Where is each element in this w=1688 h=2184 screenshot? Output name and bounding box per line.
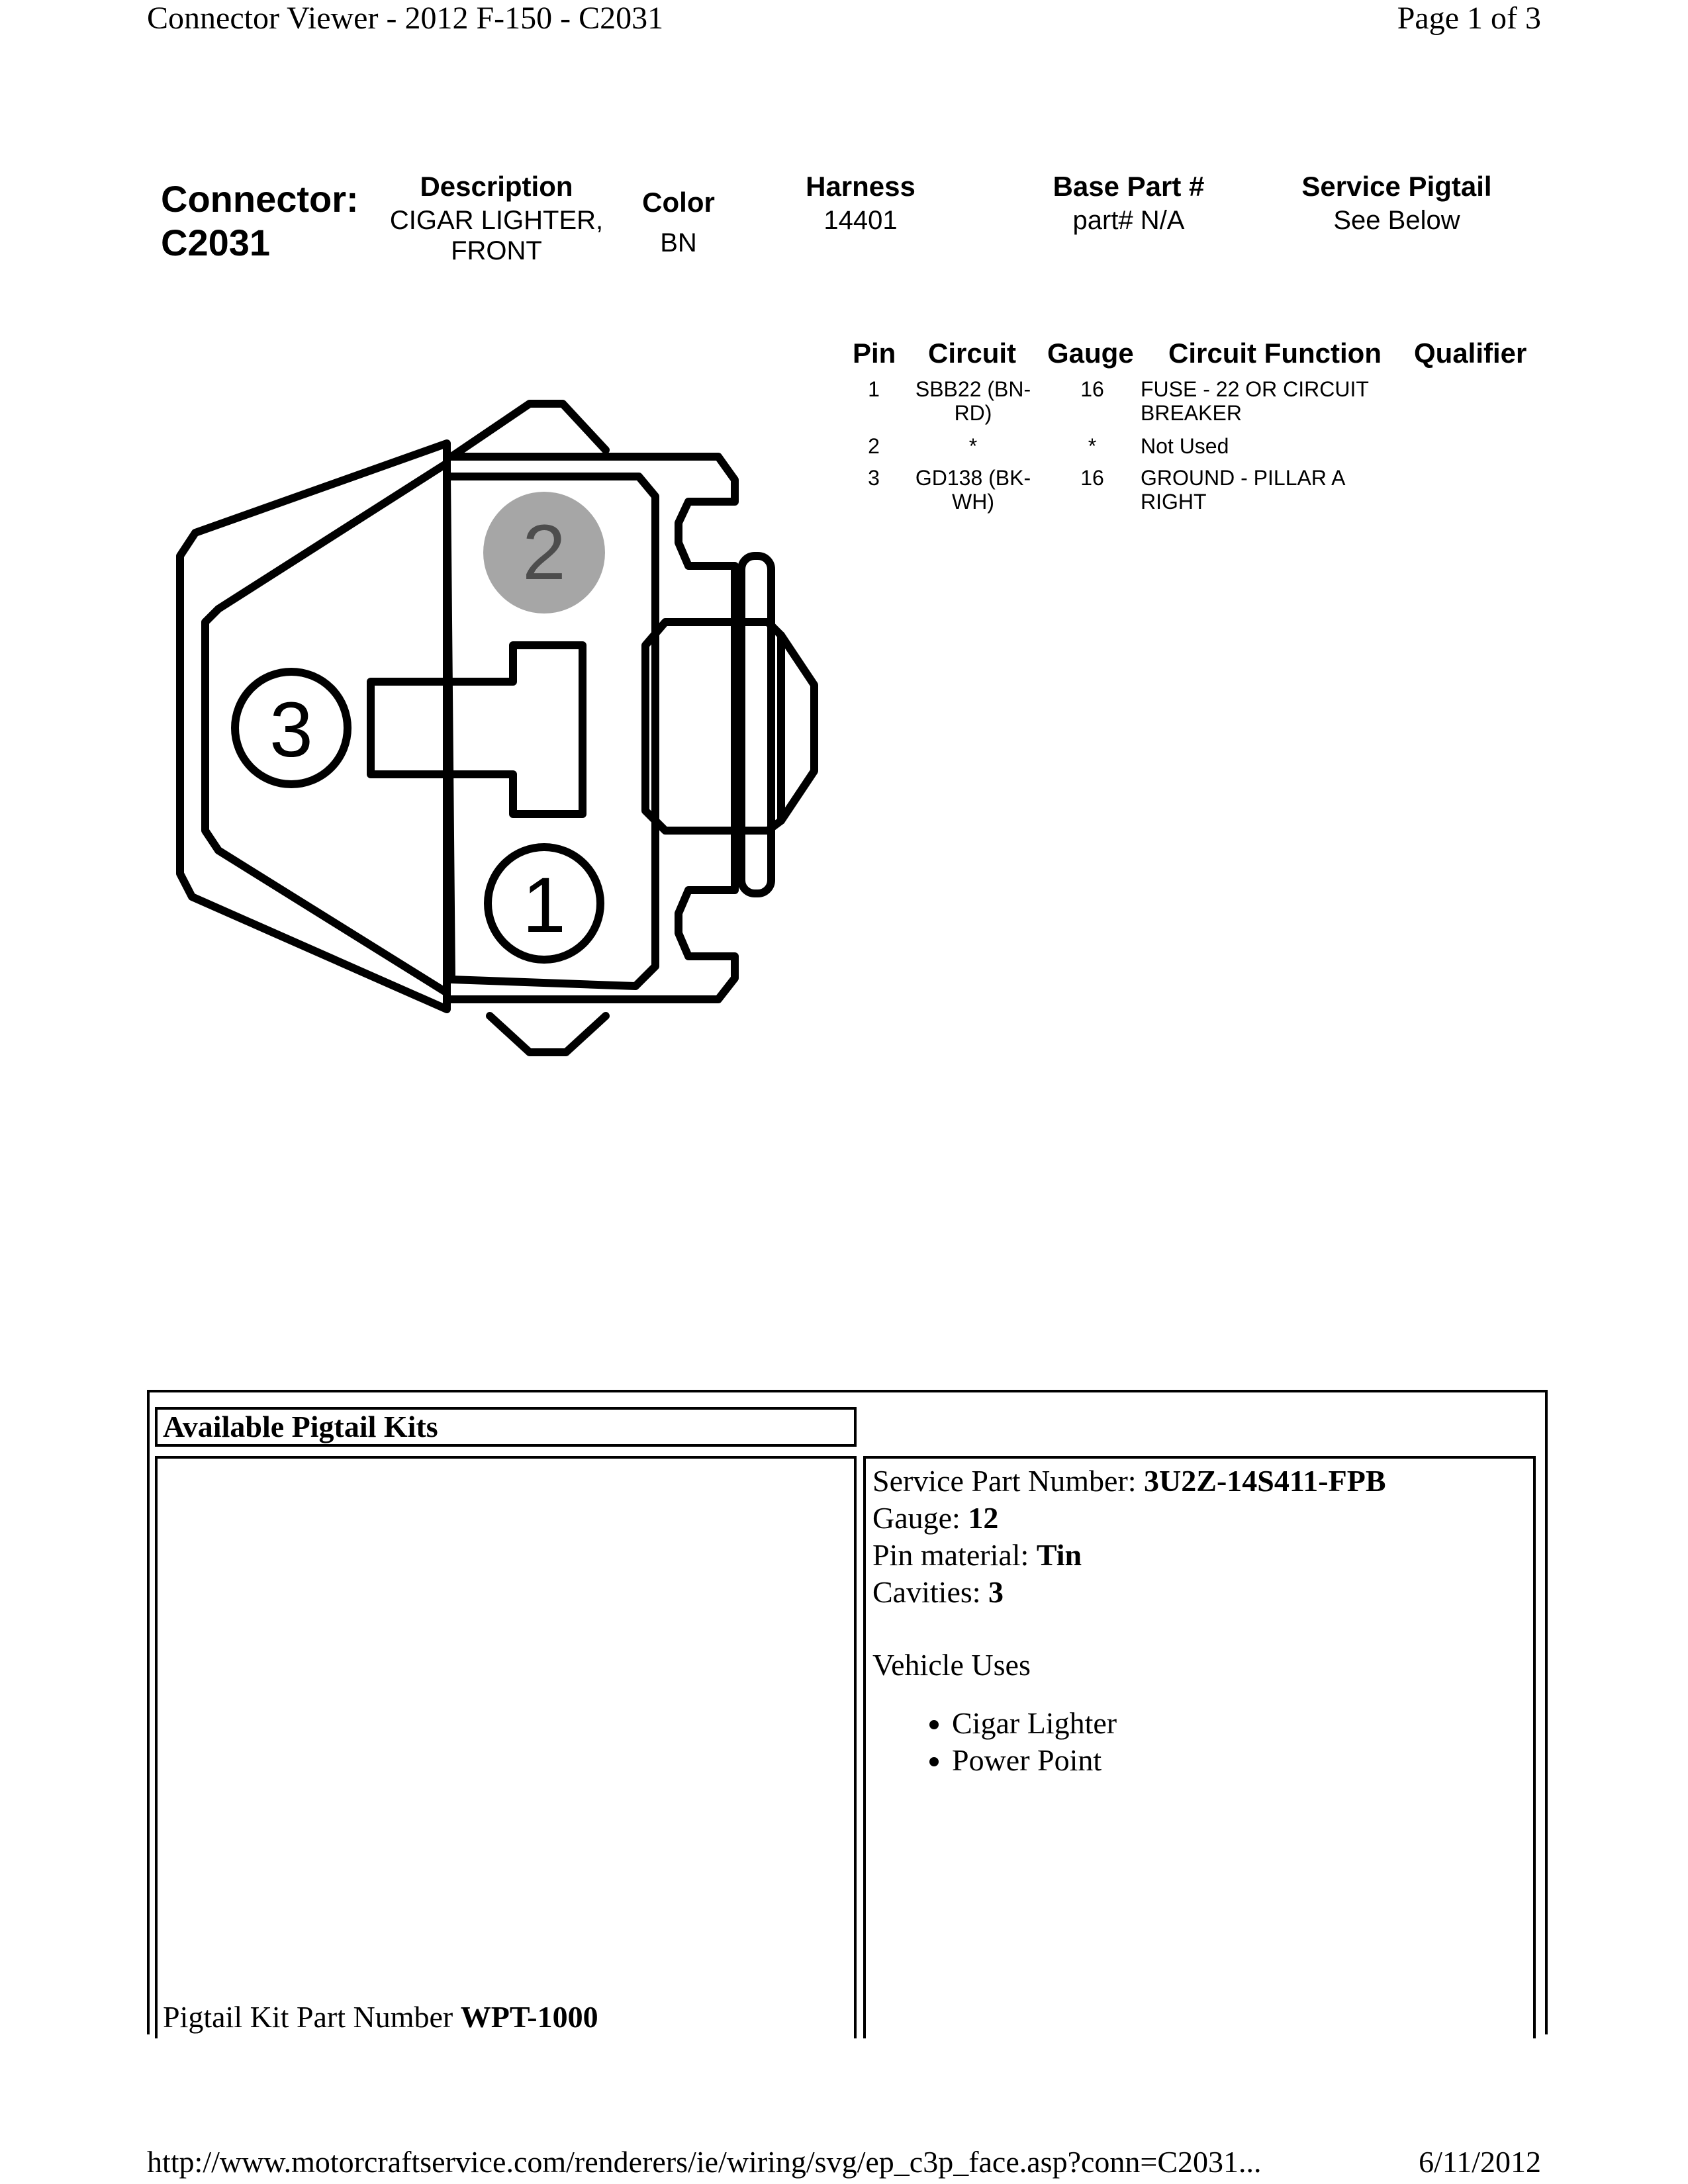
- function-line2: BREAKER: [1141, 401, 1242, 425]
- vehicle-uses-list: [872, 1705, 1526, 1779]
- function-line2: RIGHT: [1141, 490, 1207, 514]
- table-row-pin: 1: [868, 377, 880, 401]
- table-row-function: Not Used: [1141, 434, 1229, 458]
- gauge-col-header: Gauge: [1047, 338, 1134, 369]
- function-line1: GROUND - PILLAR A: [1141, 466, 1346, 490]
- center-key: [371, 645, 583, 814]
- kit-part-number-label: Pigtail Kit Part Number: [163, 2000, 453, 2034]
- circuit-line1: GD138 (BK-: [915, 466, 1031, 490]
- harness-value: 14401: [823, 206, 898, 235]
- function-col-header: Circuit Function: [1168, 338, 1382, 369]
- table-row-gauge: *: [1088, 434, 1097, 458]
- service-part-label: Service Part Number:: [872, 1464, 1137, 1498]
- table-row-gauge: 16: [1080, 377, 1104, 401]
- pin-material-line: [872, 1537, 1526, 1574]
- color-value: BN: [660, 228, 697, 257]
- circuit-line2: WH): [952, 490, 994, 514]
- harness-header: Harness: [806, 171, 915, 202]
- service-part-value: 3U2Z-14S411-FPB: [1144, 1464, 1386, 1498]
- table-row-circuit: [907, 377, 1039, 425]
- table-row-function: [1141, 377, 1419, 425]
- color-header: Color: [642, 187, 715, 218]
- service-pigtail-column: [1278, 171, 1516, 236]
- list-item: • Power Point: [952, 1742, 1526, 1779]
- circuit-line1: SBB22 (BN-: [915, 377, 1031, 401]
- pin-label-3: 3: [269, 686, 313, 774]
- circuit-line2: RD): [954, 401, 992, 425]
- service-pigtail-header: Service Pigtail: [1301, 171, 1492, 202]
- table-row-circuit: *: [968, 434, 978, 458]
- bottom-latch: [490, 1016, 606, 1052]
- base-part-header: Base Part #: [1053, 171, 1205, 202]
- center-lock-box: [645, 622, 814, 831]
- side-lock-outer: [741, 556, 771, 893]
- table-row-circuit: [907, 466, 1039, 514]
- service-part-line: [872, 1463, 1526, 1500]
- description-line1: CIGAR LIGHTER,: [389, 206, 604, 235]
- pin-material-label: Pin material:: [872, 1538, 1029, 1572]
- connector-face-diagram: [0, 0, 861, 1092]
- service-pigtail-value: See Below: [1333, 206, 1460, 235]
- page-header-title: Connector Viewer - 2012 F-150 - C2031: [147, 1, 664, 36]
- pigtail-image-cell: [155, 1456, 857, 2038]
- connector-label: Connector:: [161, 178, 359, 220]
- gauge-value: 12: [968, 1501, 999, 1535]
- circuit-col-header: Circuit: [928, 338, 1017, 369]
- function-line1: FUSE - 22 OR CIRCUIT: [1141, 377, 1369, 401]
- kit-part-number-value: WPT-1000: [460, 2000, 598, 2034]
- cavities-label: Cavities:: [872, 1575, 981, 1609]
- pin-label-2: 2: [522, 509, 566, 596]
- table-row-pin: 2: [868, 434, 880, 458]
- description-line2: FRONT: [451, 236, 542, 265]
- connector-inner-wall: [205, 463, 447, 993]
- page-number: Page 1 of 3: [1397, 1, 1541, 36]
- footer-date: 6/11/2012: [1419, 2145, 1541, 2179]
- table-row-gauge: 16: [1080, 466, 1104, 490]
- footer-url: http://www.motorcraftservice.com/renderers/ie/wiring/svg/ep_c3p_face.asp?conn=C2031...: [147, 2145, 1262, 2179]
- cavities-line: [872, 1574, 1526, 1611]
- kit-part-number-line: [163, 1999, 598, 2034]
- base-part-value: part# N/A: [1072, 206, 1185, 235]
- table-row-function: [1141, 466, 1419, 514]
- gauge-label: Gauge:: [872, 1501, 961, 1535]
- gauge-line: [872, 1500, 1526, 1537]
- connector-id: C2031: [161, 222, 271, 263]
- cavities-value: 3: [988, 1575, 1004, 1609]
- vehicle-uses-label: Vehicle Uses: [872, 1648, 1031, 1682]
- connector-outer-shell: [180, 443, 447, 1009]
- pin-col-header: Pin: [853, 338, 896, 369]
- top-latch: [451, 404, 606, 457]
- qualifier-col-header: Qualifier: [1414, 338, 1527, 369]
- pigtail-kit-table: [147, 1390, 1548, 2034]
- description-header: Description: [420, 171, 573, 202]
- pigtail-details-cell: [863, 1456, 1536, 2038]
- list-item: • Cigar Lighter: [952, 1705, 1526, 1742]
- base-part-column: [1013, 171, 1244, 236]
- pigtail-heading: Available Pigtail Kits: [155, 1407, 857, 1447]
- table-row-pin: 3: [868, 466, 880, 490]
- pin-label-1: 1: [522, 862, 566, 949]
- pigtail-heading-spacer: [863, 1407, 1536, 1447]
- pin-material-value: Tin: [1036, 1538, 1082, 1572]
